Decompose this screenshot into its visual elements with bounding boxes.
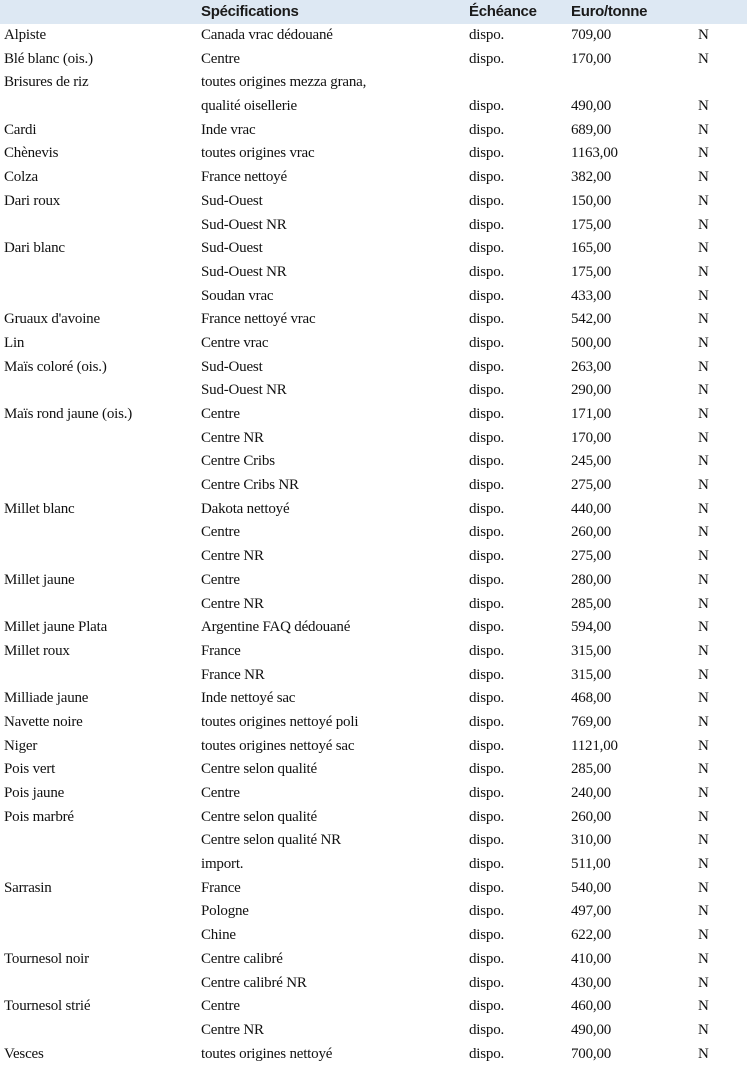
echeance-cell: dispo. [469,761,505,778]
specification-cell: Centre [201,524,240,541]
price-cell: 1163,00 [571,145,618,162]
echeance-cell: dispo. [469,524,505,541]
specification-cell: toutes origines nettoyé [201,1045,333,1062]
flag-cell: N [698,500,709,517]
table-row [0,403,747,427]
flag-cell: N [698,690,709,707]
product-cell: Millet jaune [4,571,75,588]
specification-cell: Centre Cribs [201,453,275,470]
flag-cell: N [698,927,709,944]
table-row [0,332,747,356]
echeance-cell: dispo. [469,216,505,233]
echeance-cell: dispo. [469,477,505,494]
specification-cell: Inde vrac [201,121,256,138]
price-cell: 540,00 [571,879,612,896]
table-row [0,900,747,924]
table-row [0,356,747,380]
product-cell: Dari roux [4,192,61,209]
table-row [0,521,747,545]
echeance-cell: dispo. [469,619,505,636]
table-row [0,142,747,166]
price-cell: 171,00 [571,406,612,422]
table-row [0,119,747,143]
flag-cell: N [698,548,709,565]
product-cell: Navette noire [4,713,83,730]
echeance-cell: dispo. [469,287,505,304]
table-row [0,474,747,498]
echeance-cell: dispo. [469,429,505,446]
price-cell: 594,00 [571,619,612,636]
echeance-cell: dispo. [469,808,505,825]
specification-cell: Centre calibré NR [201,974,307,991]
echeance-cell: dispo. [469,832,505,849]
flag-cell: N [698,453,709,470]
specification-cell: toutes origines mezza grana, [201,74,367,91]
specification-cell: France nettoyé [201,169,287,186]
table-row [0,24,747,48]
price-cell: 170,00 [571,50,612,67]
table-row [0,782,747,806]
price-cell: 285,00 [571,761,612,778]
echeance-cell: dispo. [469,382,505,399]
specification-cell: Centre Cribs NR [201,477,299,494]
product-cell: Alpiste [4,27,46,43]
table-row [0,664,747,688]
flag-cell: N [698,713,709,730]
table-row [0,972,747,996]
flag-cell: N [698,98,709,115]
price-cell: 290,00 [571,382,612,399]
flag-cell: N [698,121,709,138]
header-euro-tonne: Euro/tonne [571,3,648,20]
product-cell: Blé blanc (ois.) [4,50,93,67]
table-row [0,1043,747,1067]
header-specifications: Spécifications [201,3,299,20]
flag-cell: N [698,808,709,825]
specification-cell: Centre NR [201,429,264,446]
product-cell: Sarrasin [4,879,52,896]
table-row [0,427,747,451]
table-row [0,308,747,332]
specification-cell: Centre vrac [201,334,269,351]
flag-cell: N [698,50,709,67]
specification-cell: toutes origines nettoyé sac [201,737,355,754]
product-cell: Maïs rond jaune (ois.) [4,406,133,422]
price-cell: 315,00 [571,666,612,683]
flag-cell: N [698,192,709,209]
echeance-cell: dispo. [469,358,505,375]
table-row [0,806,747,830]
product-cell: Maïs coloré (ois.) [4,358,107,375]
echeance-cell: dispo. [469,263,505,280]
flag-cell: N [698,642,709,659]
flag-cell: N [698,477,709,494]
specification-cell: Sud-Ouest NR [201,382,287,399]
flag-cell: N [698,879,709,896]
specification-cell: France [201,642,241,659]
flag-cell: N [698,382,709,399]
echeance-cell: dispo. [469,240,505,257]
specification-cell: Centre selon qualité [201,808,317,825]
product-cell: Tournesol noir [4,950,89,967]
price-cell: 700,00 [571,1045,612,1062]
specification-cell: Pologne [201,903,249,920]
price-cell: 497,00 [571,903,612,920]
table-row [0,735,747,759]
flag-cell: N [698,571,709,588]
echeance-cell: dispo. [469,98,505,115]
specification-cell: Centre [201,571,240,588]
echeance-cell: dispo. [469,737,505,754]
flag-cell: N [698,1045,709,1062]
specification-cell: Centre NR [201,595,264,612]
price-cell: 280,00 [571,571,612,588]
flag-cell: N [698,358,709,375]
table-row [0,285,747,309]
table-row [0,237,747,261]
price-cell: 709,00 [571,27,612,43]
price-cell: 500,00 [571,334,612,351]
table-row [0,1019,747,1043]
product-cell: Cardi [4,121,37,138]
specification-cell: Soudan vrac [201,287,274,304]
echeance-cell: dispo. [469,690,505,707]
price-cell: 410,00 [571,950,612,967]
price-cell: 440,00 [571,500,612,517]
price-cell: 542,00 [571,311,612,328]
table-row [0,853,747,877]
price-cell: 1121,00 [571,737,618,754]
product-cell: Brisures de riz [4,74,89,91]
specification-cell: Dakota nettoyé [201,500,290,517]
flag-cell: N [698,666,709,683]
table-row [0,71,747,95]
product-cell: Pois vert [4,761,56,778]
table-row [0,616,747,640]
product-cell: Niger [4,737,38,754]
price-cell: 382,00 [571,169,612,186]
specification-cell: Sud-Ouest NR [201,216,287,233]
echeance-cell: dispo. [469,121,505,138]
price-cell: 260,00 [571,524,612,541]
specification-cell: France nettoyé vrac [201,311,316,328]
price-cell: 275,00 [571,477,612,494]
echeance-cell: dispo. [469,595,505,612]
specification-cell: qualité oisellerie [201,98,297,115]
flag-cell: N [698,619,709,636]
product-cell: Tournesol strié [4,998,91,1015]
specification-cell: Centre [201,998,240,1015]
echeance-cell: dispo. [469,713,505,730]
echeance-cell: dispo. [469,169,505,186]
product-cell: Millet jaune Plata [4,619,108,636]
flag-cell: N [698,950,709,967]
table-row [0,995,747,1019]
specification-cell: toutes origines vrac [201,145,315,162]
price-cell: 433,00 [571,287,612,304]
echeance-cell: dispo. [469,974,505,991]
echeance-cell: dispo. [469,571,505,588]
flag-cell: N [698,216,709,233]
echeance-cell: dispo. [469,879,505,896]
specification-cell: France [201,879,241,896]
price-cell: 490,00 [571,1021,612,1038]
price-cell: 275,00 [571,548,612,565]
specification-cell: Centre [201,50,240,67]
price-cell: 150,00 [571,192,612,209]
specification-cell: France NR [201,666,265,683]
table-row [0,593,747,617]
product-cell: Dari blanc [4,240,65,257]
table-row [0,261,747,285]
echeance-cell: dispo. [469,453,505,470]
flag-cell: N [698,903,709,920]
echeance-cell: dispo. [469,642,505,659]
echeance-cell: dispo. [469,548,505,565]
echeance-cell: dispo. [469,406,505,422]
flag-cell: N [698,761,709,778]
flag-cell: N [698,27,709,43]
table-row [0,829,747,853]
specification-cell: Centre [201,406,240,422]
flag-cell: N [698,595,709,612]
specification-cell: Canada vrac dédouané [201,27,333,43]
specification-cell: Centre [201,785,240,801]
table-row [0,498,747,522]
product-cell: Millet roux [4,642,70,659]
specification-cell: Inde nettoyé sac [201,690,296,707]
specification-cell: Sud-Ouest NR [201,263,287,280]
price-cell: 310,00 [571,832,612,849]
table-row [0,48,747,72]
echeance-cell: dispo. [469,927,505,944]
product-cell: Colza [4,169,38,186]
table-row [0,758,747,782]
echeance-cell: dispo. [469,500,505,517]
product-cell: Milliade jaune [4,690,89,707]
echeance-cell: dispo. [469,856,505,873]
echeance-cell: dispo. [469,334,505,351]
table-row [0,948,747,972]
price-cell: 315,00 [571,642,612,659]
price-cell: 460,00 [571,998,612,1015]
table-header [0,0,747,24]
table-row [0,95,747,119]
specification-cell: Sud-Ouest [201,358,263,375]
price-cell: 430,00 [571,974,612,991]
table-row [0,166,747,190]
product-cell: Pois marbré [4,808,74,825]
table-row [0,190,747,214]
echeance-cell: dispo. [469,998,505,1015]
price-cell: 769,00 [571,713,612,730]
price-cell: 689,00 [571,121,612,138]
price-cell: 622,00 [571,927,612,944]
echeance-cell: dispo. [469,666,505,683]
specification-cell: Centre calibré [201,950,283,967]
table-row [0,214,747,238]
flag-cell: N [698,832,709,849]
flag-cell: N [698,429,709,446]
table-row [0,711,747,735]
flag-cell: N [698,334,709,351]
specification-cell: Sud-Ouest [201,240,263,257]
specification-cell: Centre selon qualité NR [201,832,341,849]
price-cell: 263,00 [571,358,612,375]
specification-cell: toutes origines nettoyé poli [201,713,359,730]
product-cell: Vesces [4,1045,44,1062]
specification-cell: Sud-Ouest [201,192,263,209]
flag-cell: N [698,406,709,422]
price-cell: 245,00 [571,453,612,470]
table-row [0,924,747,948]
flag-cell: N [698,287,709,304]
flag-cell: N [698,974,709,991]
price-cell: 285,00 [571,595,612,612]
echeance-cell: dispo. [469,1021,505,1038]
price-cell: 240,00 [571,785,612,801]
price-cell: 260,00 [571,808,612,825]
echeance-cell: dispo. [469,785,505,801]
echeance-cell: dispo. [469,192,505,209]
price-cell: 170,00 [571,429,612,446]
flag-cell: N [698,145,709,162]
header-echeance: Échéance [469,3,537,20]
table-row [0,379,747,403]
price-cell: 175,00 [571,216,612,233]
price-cell: 511,00 [571,856,611,873]
specification-cell: Centre NR [201,548,264,565]
flag-cell: N [698,524,709,541]
flag-cell: N [698,311,709,328]
echeance-cell: dispo. [469,50,505,67]
echeance-cell: dispo. [469,903,505,920]
flag-cell: N [698,785,709,801]
price-cell: 165,00 [571,240,612,257]
price-cell: 468,00 [571,690,612,707]
specification-cell: Centre selon qualité [201,761,317,778]
table-row [0,545,747,569]
echeance-cell: dispo. [469,27,505,43]
table-row [0,687,747,711]
specification-cell: Argentine FAQ dédouané [201,619,351,636]
flag-cell: N [698,240,709,257]
price-table-body [0,24,747,1066]
table-row [0,569,747,593]
product-cell: Gruaux d'avoine [4,311,100,328]
flag-cell: N [698,263,709,280]
flag-cell: N [698,737,709,754]
price-cell: 490,00 [571,98,612,115]
echeance-cell: dispo. [469,1045,505,1062]
echeance-cell: dispo. [469,311,505,328]
table-row [0,450,747,474]
product-cell: Chènevis [4,145,59,162]
specification-cell: import. [201,856,244,873]
echeance-cell: dispo. [469,950,505,967]
specification-cell: Chine [201,927,236,944]
product-cell: Pois jaune [4,785,65,801]
flag-cell: N [698,169,709,186]
price-cell: 175,00 [571,263,612,280]
echeance-cell: dispo. [469,145,505,162]
product-cell: Millet blanc [4,500,75,517]
flag-cell: N [698,1021,709,1038]
flag-cell: N [698,856,709,873]
table-row [0,877,747,901]
specification-cell: Centre NR [201,1021,264,1038]
flag-cell: N [698,998,709,1015]
table-row [0,640,747,664]
product-cell: Lin [4,334,25,351]
